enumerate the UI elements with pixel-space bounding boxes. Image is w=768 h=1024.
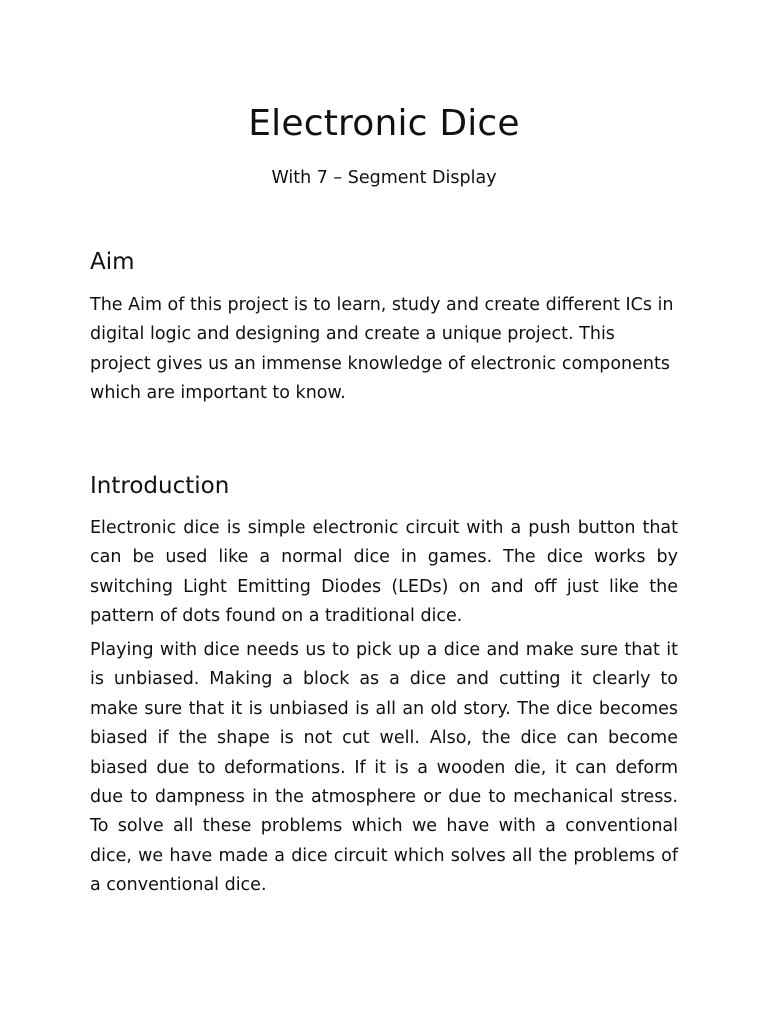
introduction-paragraph-1: Electronic dice is simple electronic circuit with a push button that can be used like a normal dice in games. The dice works by switching Light Emitting Diodes (LEDs) on and off just like the pattern of dots found on a traditional dice. [90,518,678,627]
section-heading-aim: Aim [90,249,135,275]
section-heading-introduction: Introduction [90,473,230,499]
document-subtitle: With 7 – Segment Display [271,168,497,188]
aim-paragraph: The Aim of this project is to learn, study and create different ICs in digital logic and designing and create a unique project. This project gives us an immense knowledge of electronic components which are important to know. [90,295,674,404]
document-title: Electronic Dice [248,103,520,144]
introduction-paragraph-2: Playing with dice needs us to pick up a dice and make sure that it is unbiased. Making a block as a dice and cutting it clearly to make sure that it is unbiased is all an old story. The dice becomes biased if the shape is not cut well. Also, the dice can become biased due to deformations. If it is a wooden die, it can deform due to dampness in the atmosphere or due to mechanical stress. To solve all these problems which we have with a conventional dice, we have made a dice circuit which solves all the problems of a conventional dice. [90,640,678,896]
